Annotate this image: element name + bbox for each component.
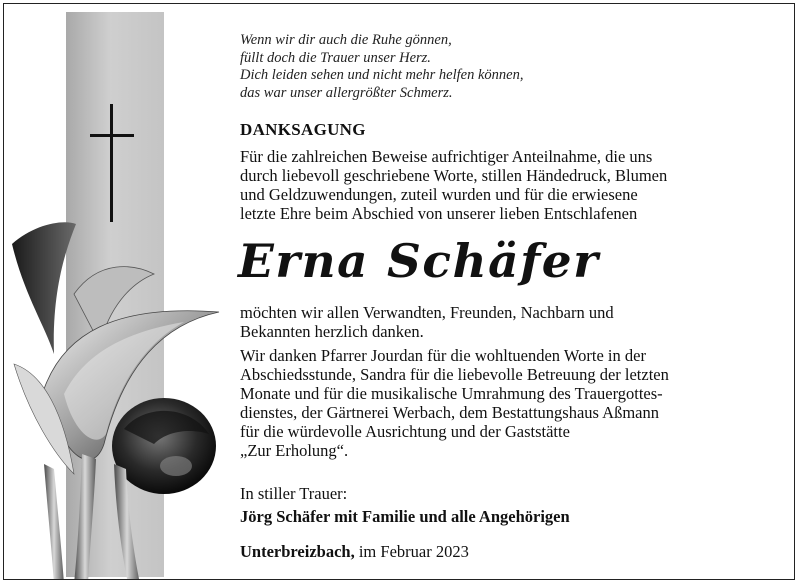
obituary-frame	[3, 3, 795, 580]
poem-line: Wenn wir dir auch die Ruhe gönnen,	[240, 32, 452, 48]
intro-line: letzte Ehre beim Abschied von unserer lieben Entschlafenen	[240, 204, 638, 223]
intro-line: durch liebevoll geschriebene Worte, stillen Händedruck, Blumen	[240, 166, 668, 185]
place: Unterbreizbach,	[240, 542, 355, 561]
thanks-paragraph	[240, 303, 614, 341]
detail-paragraph	[240, 346, 669, 460]
poem	[240, 32, 523, 102]
calla-lily-illustration	[4, 214, 234, 580]
poem-line: füllt doch die Trauer unser Herz.	[240, 49, 431, 66]
mourners: Jörg Schäfer mit Familie und alle Angehörigen	[240, 507, 570, 526]
intro-paragraph	[240, 147, 667, 223]
detail-line: Wir danken Pfarrer Jourdan für die wohltuenden Worte in der	[240, 346, 646, 365]
poem-line: das war unser allergrößter Schmerz.	[240, 84, 453, 101]
mourning-label: In stiller Trauer:	[240, 484, 348, 503]
detail-line: Abschiedsstunde, Sandra für die liebevolle Betreuung der letzten	[240, 365, 669, 384]
thanks-line: Bekannten herzlich danken.	[240, 322, 424, 341]
intro-line: Für die zahlreichen Beweise aufrichtiger Anteilnahme, die uns	[240, 147, 653, 166]
detail-line: Monate und für die musikalische Umrahmung des Trauergottes-	[240, 384, 663, 403]
deceased-name: Erna Schäfer	[238, 234, 600, 288]
intro-line: und Geldzuwendungen, zuteil wurden und für die erwiesene	[240, 185, 638, 204]
date: im Februar 2023	[354, 542, 469, 561]
detail-line: für die würdevolle Ausrichtung und der Gaststätte	[240, 422, 570, 441]
place-date	[240, 542, 469, 562]
poem-line: Dich leiden sehen und nicht mehr helfen können,	[240, 67, 524, 83]
detail-line: „Zur Erholung“.	[240, 441, 349, 460]
page-title: DANKSAGUNG	[240, 120, 366, 139]
detail-line: dienstes, der Gärtnerei Werbach, dem Bestattungshaus Aßmann	[240, 403, 660, 422]
thanks-line: möchten wir allen Verwandten, Freunden, Nachbarn und	[240, 303, 614, 322]
